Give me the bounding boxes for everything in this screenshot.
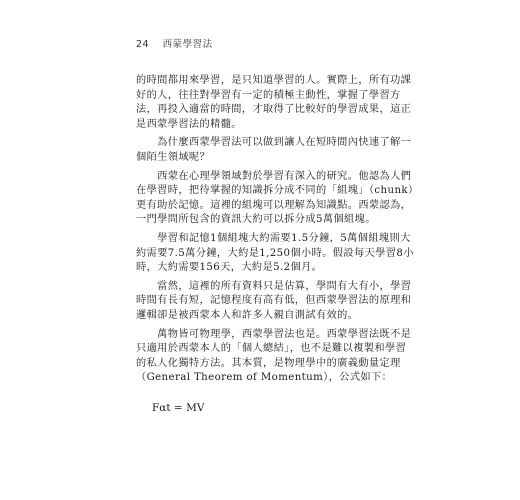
text-line: 邏輯卻是被西蒙本人和許多人親自測試有效的。 (136, 309, 359, 321)
paragraph (136, 232, 414, 276)
text-line: 時，大約需要156天，大約是5.2個月。 (136, 262, 323, 274)
text-line: 是西蒙學習法的精髓。 (136, 118, 242, 130)
text-line: 約需要7.5萬分鐘，大約是1,250個小時。假設每天學習8小 (136, 247, 414, 259)
text-line: 的私人化獨特方法。其本質，是物理學中的廣義動量定理 (136, 357, 401, 369)
text-line: 在學習時，把待掌握的知識拆分成不同的「組塊」（chunk） (136, 185, 419, 197)
paragraph (136, 170, 419, 228)
text-line: 西蒙在心理學領域對於學習有深入的研究。他認為人們 (136, 170, 412, 182)
page-number: 24 (136, 39, 150, 50)
paragraph (136, 280, 412, 324)
text-line: 當然，這裡的所有資料只是估算，學問有大有小，學習 (136, 280, 412, 292)
text-line: 一門學問所包含的資訊大約可以拆分成5萬個組塊。 (136, 214, 376, 226)
paragraph (136, 136, 412, 165)
text-line: 時間有長有短，記憶程度有高有低，但西蒙學習法的原理和 (136, 295, 412, 307)
text-line: （General Theorem of Momentum），公式如下： (136, 372, 393, 384)
paragraph (136, 328, 412, 386)
text-line: 個陌生領域呢？ (136, 151, 211, 163)
running-title: 西蒙學習法 (162, 39, 213, 50)
paragraph (136, 74, 412, 132)
text-line: 更有助於記憶。這裡的組塊可以理解為知識點。西蒙認為， (136, 199, 412, 211)
text-line: 法，再投入適當的時間，才取得了比較好的學習成果，這正 (136, 104, 412, 116)
text-line: 的時間都用來學習，是只知道學習的人。實際上，所有功課 (136, 75, 412, 86)
page-header (136, 36, 213, 50)
text-line: 好的人，往往對學習有一定的積極主動性，掌握了學習方 (136, 89, 401, 101)
body-text (136, 74, 419, 386)
text-line: 只適用於西蒙本人的「個人總結」，也不是難以複製和學習 (136, 343, 407, 355)
text-line: 學習和記憶1個組塊大約需要1.5分鐘，5萬個組塊則大 (136, 232, 411, 244)
momentum-formula: Fαt = MV (152, 402, 205, 414)
text-line: 萬物皆可物理學，西蒙學習法也是。西蒙學習法既不是 (136, 328, 412, 340)
text-line: 為什麼西蒙學習法可以做到讓人在短時間內快速了解一 (136, 137, 412, 149)
